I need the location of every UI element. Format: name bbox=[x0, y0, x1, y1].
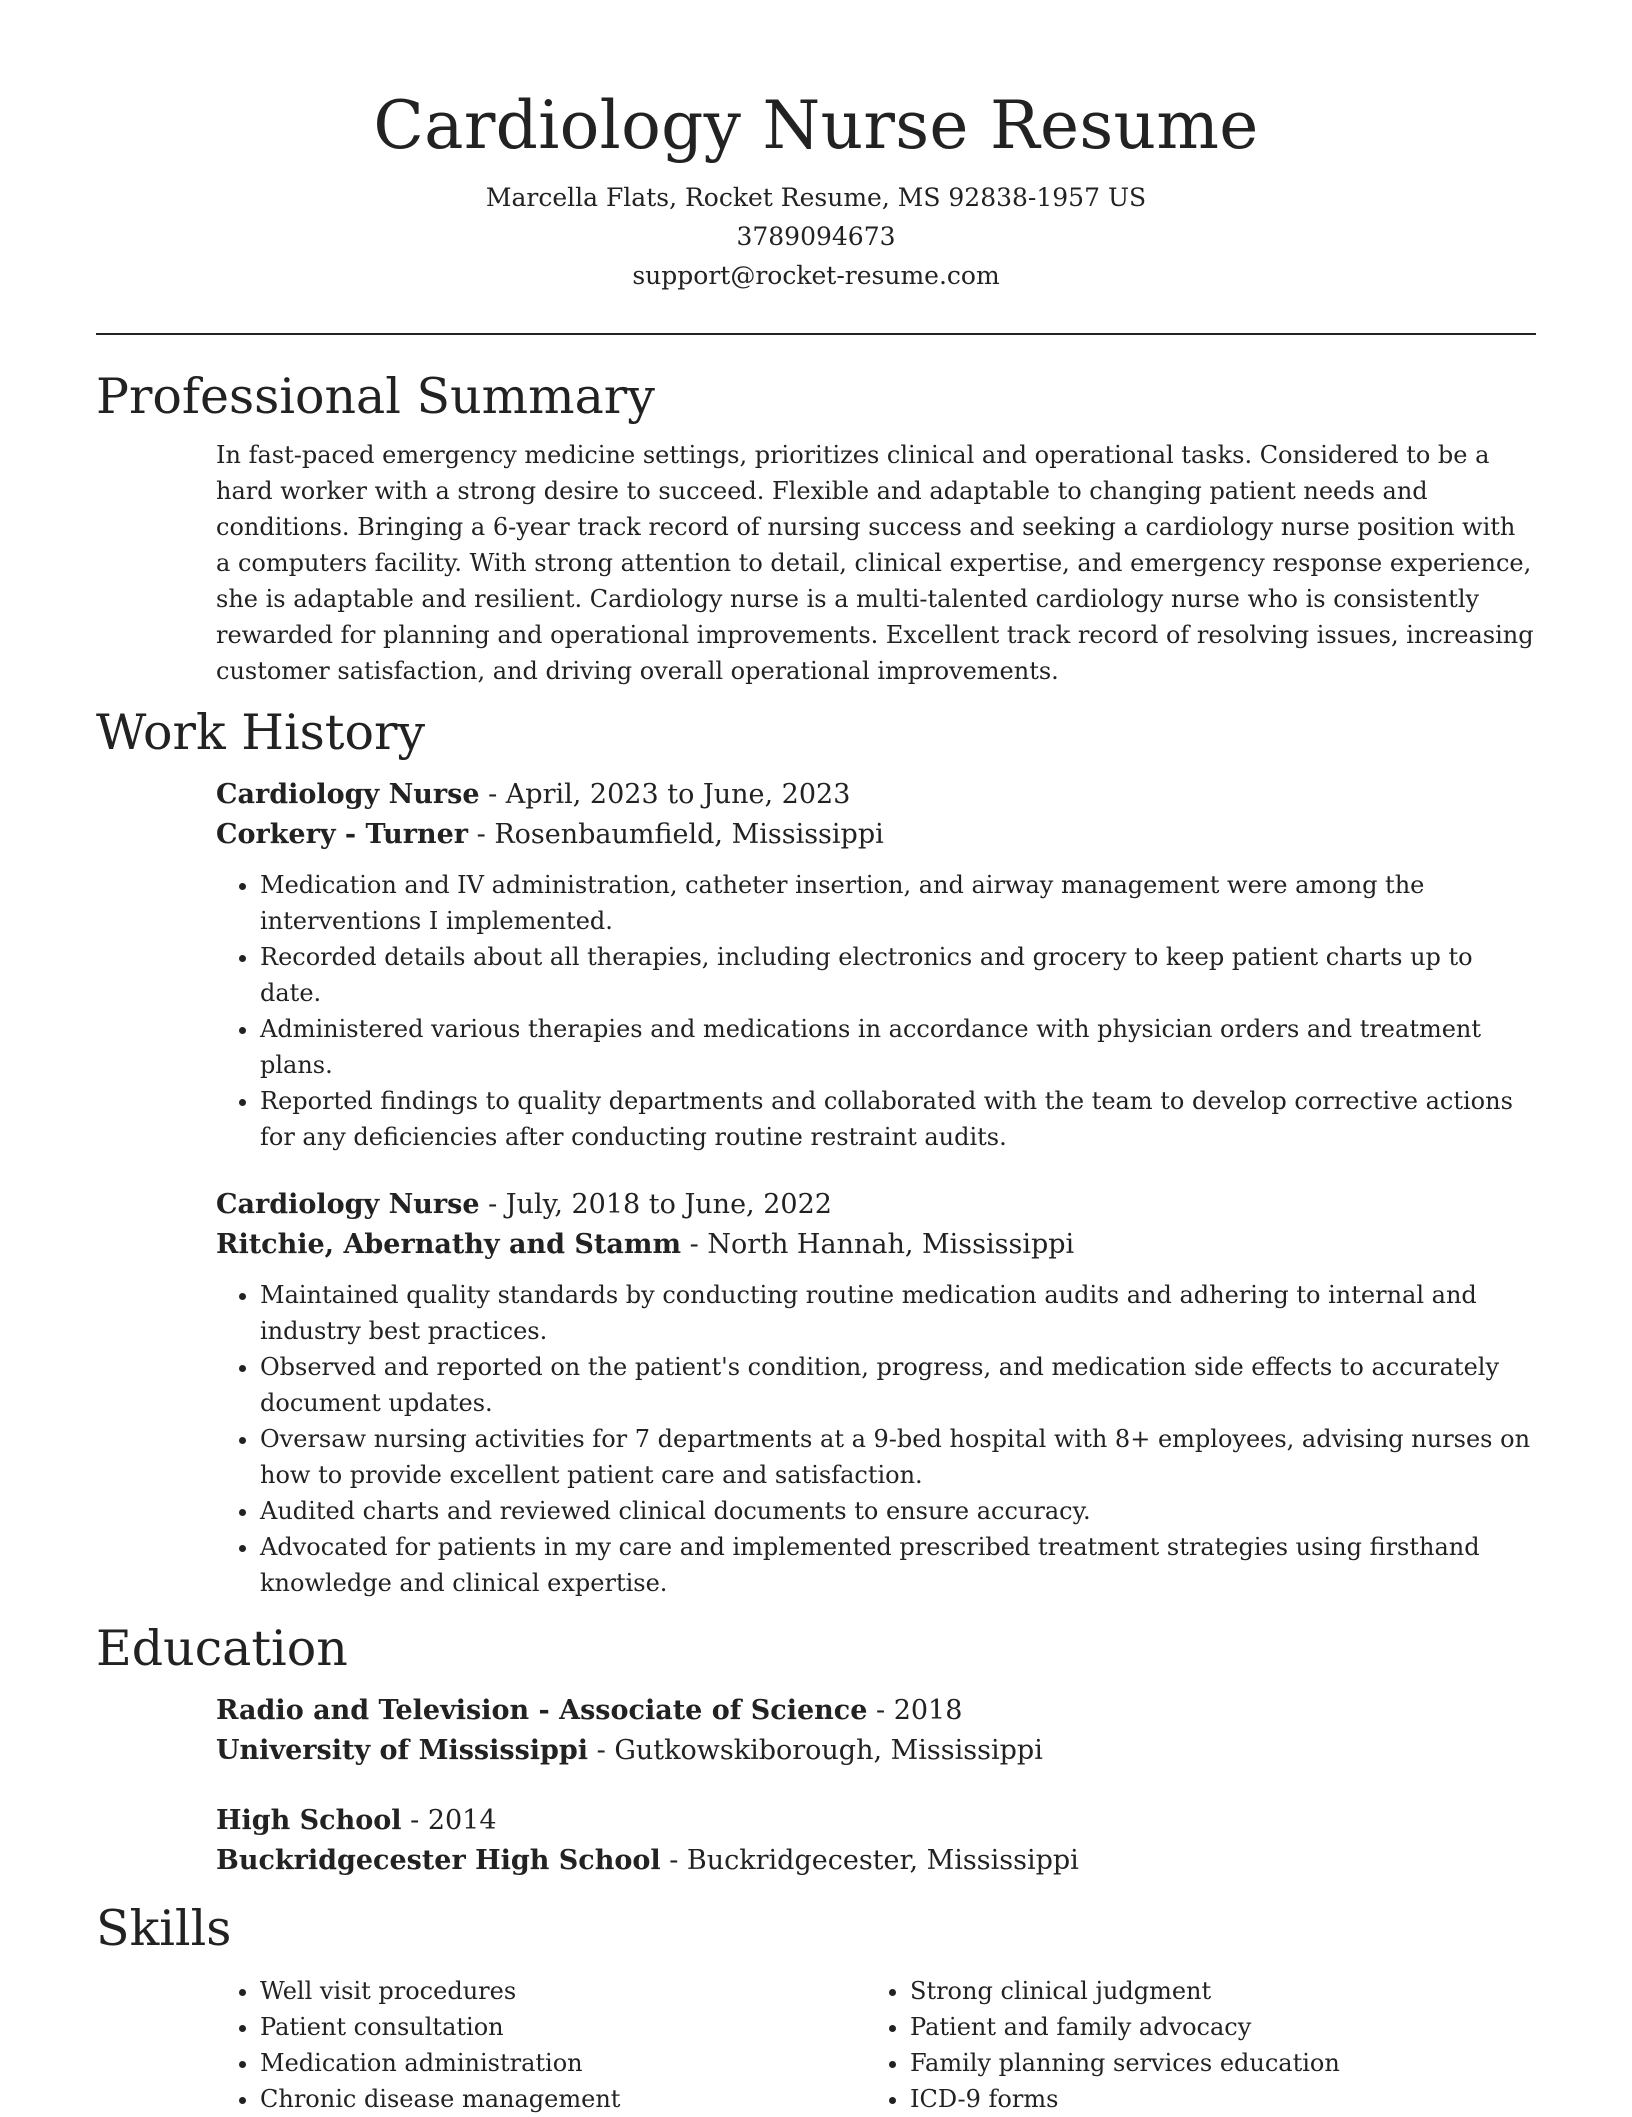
skills-heading: Skills bbox=[96, 1900, 232, 1957]
education-school: University of Mississippi bbox=[216, 1735, 589, 1766]
job-title: Cardiology Nurse bbox=[216, 779, 480, 810]
resume-title: Cardiology Nurse Resume bbox=[373, 87, 1259, 164]
skills-list-left bbox=[216, 1973, 866, 2117]
education-location: - Buckridgecester, Mississippi bbox=[660, 1845, 1079, 1876]
education-degree-line bbox=[216, 1801, 1536, 1841]
job-duty: • Administered various therapies and medications in accordance with physician orders and treatment plans. bbox=[260, 1011, 1536, 1083]
job-duties-list bbox=[216, 1277, 1536, 1601]
skills-list-right bbox=[866, 1973, 1516, 2117]
skill-item: • Patient and family advocacy bbox=[910, 2009, 1516, 2045]
summary-text: In fast-paced emergency medicine settings, prioritizes clinical and operational tasks. Considered to be a hard worker with a strong desire to succeed. Flexible and adaptable to changing patient needs and conditions. Bringing a 6-year track record of nursing success and seeking a cardiology nurse position with a computers facility. With strong attention to detail, clinical expertise, and emergency response experience, she is adaptable and resilient. Cardiology nurse is a multi-talented cardiology nurse who is consistently rewarded for planning and operational improvements. Excellent track record of resolving issues, increasing customer satisfaction, and driving overall operational improvements. bbox=[216, 441, 1534, 685]
header-divider bbox=[96, 333, 1536, 335]
job-duty: • Maintained quality standards by conducting routine medication audits and adhering to internal and industry best practices. bbox=[260, 1277, 1536, 1349]
job-title: Cardiology Nurse bbox=[216, 1189, 480, 1220]
education-degree-line bbox=[216, 1691, 1536, 1731]
education-year: - 2014 bbox=[401, 1805, 497, 1836]
work-history-heading: Work History bbox=[96, 704, 426, 761]
skill-item: • Patient consultation bbox=[260, 2009, 866, 2045]
job-location: - North Hannah, Mississippi bbox=[681, 1229, 1075, 1260]
job-title-line bbox=[216, 1185, 1536, 1225]
education-entry bbox=[216, 1801, 1536, 1881]
skill-item: • Strong clinical judgment bbox=[910, 1973, 1516, 2009]
job-employer-line bbox=[216, 815, 1536, 855]
education-location: - Gutkowskiborough, Mississippi bbox=[588, 1735, 1043, 1766]
job-dates: - April, 2023 to June, 2023 bbox=[479, 779, 851, 810]
job-employer-line bbox=[216, 1225, 1536, 1265]
job-duty: • Observed and reported on the patient's condition, progress, and medication side effects to accurately document updates. bbox=[260, 1349, 1536, 1421]
contact-email: support@rocket-resume.com bbox=[632, 261, 1000, 290]
contact-address: Marcella Flats, Rocket Resume, MS 92838-1957 US bbox=[485, 183, 1147, 212]
skill-item: • Medication administration bbox=[260, 2045, 866, 2081]
job-duty: • Advocated for patients in my care and implemented prescribed treatment strategies using firsthand knowledge and clinical expertise. bbox=[260, 1529, 1536, 1601]
job-duty: • Recorded details about all therapies, including electronics and grocery to keep patient charts up to date. bbox=[260, 939, 1536, 1011]
education-heading: Education bbox=[96, 1620, 348, 1677]
job-duty: • Reported findings to quality departments and collaborated with the team to develop corrective actions for any deficiencies after conducting routine restraint audits. bbox=[260, 1083, 1536, 1155]
job-dates: - July, 2018 to June, 2022 bbox=[479, 1189, 832, 1220]
education-school-line bbox=[216, 1731, 1536, 1771]
education-year: - 2018 bbox=[867, 1695, 963, 1726]
job-duties-list bbox=[216, 867, 1536, 1155]
job-title-line bbox=[216, 775, 1536, 815]
skills-columns bbox=[216, 1973, 1536, 2117]
job-duty: • Oversaw nursing activities for 7 departments at a 9-bed hospital with 8+ employees, advising nurses on how to provide excellent patient care and satisfaction. bbox=[260, 1421, 1536, 1493]
skill-item: • ICD-9 forms bbox=[910, 2081, 1516, 2117]
job-entry bbox=[216, 1185, 1536, 1601]
contact-phone: 3789094673 bbox=[736, 222, 896, 251]
job-employer: Corkery - Turner bbox=[216, 819, 469, 850]
resume-page bbox=[96, 0, 1536, 2117]
job-duty: • Audited charts and reviewed clinical documents to ensure accuracy. bbox=[260, 1493, 1536, 1529]
education-degree: High School bbox=[216, 1805, 402, 1836]
job-duty: • Medication and IV administration, catheter insertion, and airway management were among the interventions I implemented. bbox=[260, 867, 1536, 939]
skill-item: • Family planning services education bbox=[910, 2045, 1516, 2081]
education-school-line bbox=[216, 1841, 1536, 1881]
job-location: - Rosenbaumfield, Mississippi bbox=[468, 819, 884, 850]
job-employer: Ritchie, Abernathy and Stamm bbox=[216, 1229, 682, 1260]
skill-item: • Chronic disease management bbox=[260, 2081, 866, 2117]
job-entry bbox=[216, 775, 1536, 1155]
contact-info bbox=[96, 178, 1536, 295]
skill-item: • Well visit procedures bbox=[260, 1973, 866, 2009]
summary-heading: Professional Summary bbox=[96, 368, 655, 425]
education-school: Buckridgecester High School bbox=[216, 1845, 661, 1876]
education-entry bbox=[216, 1691, 1536, 1771]
education-degree: Radio and Television - Associate of Science bbox=[216, 1695, 868, 1726]
